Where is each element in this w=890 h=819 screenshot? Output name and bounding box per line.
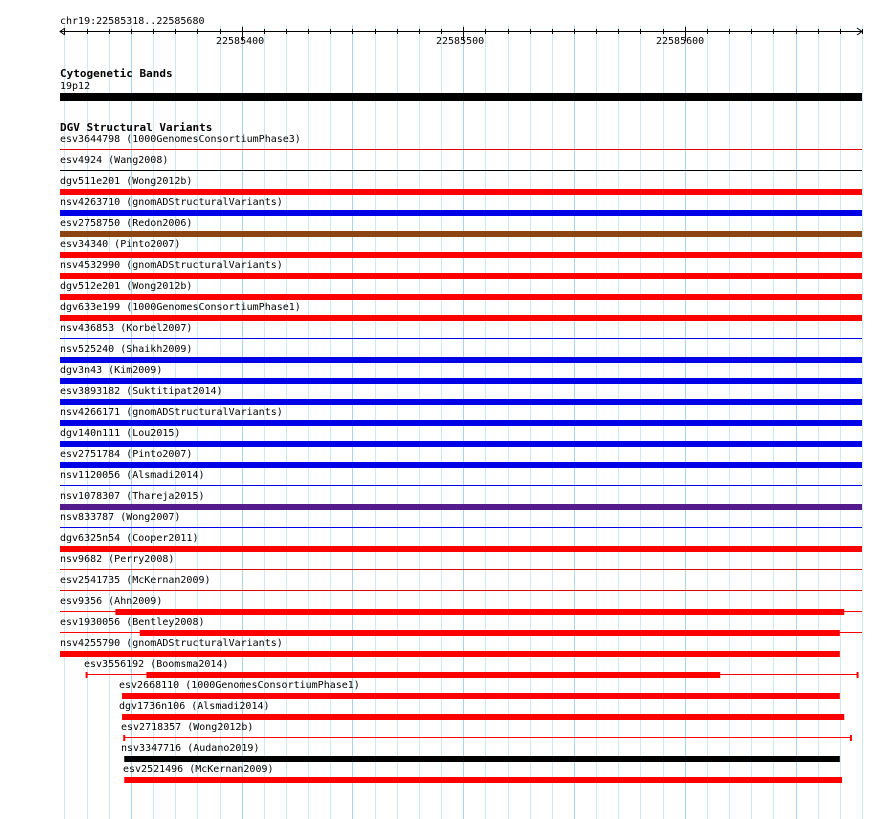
ruler-tick-label: 22585400	[216, 36, 265, 47]
dgv-track-title[interactable]: DGV Structural Variants	[60, 121, 213, 134]
variant-bar	[60, 231, 862, 237]
variant-label[interactable]: esv4924 (Wang2008)	[60, 155, 169, 166]
variant-label[interactable]: nsv525240 (Shaikh2009)	[60, 344, 193, 355]
variant-bar	[60, 651, 840, 657]
variant-label[interactable]: esv1930056 (Bentley2008)	[60, 617, 205, 628]
cytoband-label: 19p12	[60, 81, 91, 92]
variant-bar-thick	[146, 672, 720, 678]
variant-label[interactable]: dgv6325n54 (Cooper2011)	[60, 533, 199, 544]
variant-label[interactable]: esv2668110 (1000GenomesConsortiumPhase1)	[119, 680, 360, 691]
variant-label[interactable]: nsv4532990 (gnomADStructuralVariants)	[60, 260, 283, 271]
cytoband-track-title[interactable]: Cytogenetic Bands	[60, 67, 173, 80]
variant-bar	[124, 777, 842, 783]
variant-label[interactable]: nsv3347716 (Audano2019)	[121, 743, 260, 754]
variant-label[interactable]: esv9356 (Ahn2009)	[60, 596, 163, 607]
variant-label[interactable]: esv2718357 (Wong2012b)	[121, 722, 254, 733]
variant-bar	[60, 399, 862, 405]
region-label: chr19:22585318..22585680	[60, 16, 205, 27]
variant-bar-thick	[115, 609, 844, 615]
variant-bar	[60, 294, 862, 300]
variant-bar	[122, 693, 840, 699]
variant-bar	[60, 357, 862, 363]
variant-label[interactable]: esv2751784 (Pinto2007)	[60, 449, 193, 460]
variant-bar	[60, 462, 862, 468]
variant-bar	[60, 420, 862, 426]
ruler-tick-label: 22585500	[436, 36, 485, 47]
variant-bar-thick	[140, 630, 840, 636]
variant-label[interactable]: nsv436853 (Korbel2007)	[60, 323, 193, 334]
variant-end-mark	[123, 735, 125, 741]
variant-label[interactable]: nsv1120056 (Alsmadi2014)	[60, 470, 205, 481]
variant-bar	[60, 210, 862, 216]
variant-label[interactable]: esv3644798 (1000GenomesConsortiumPhase3)	[60, 134, 301, 145]
variant-end-mark	[86, 672, 88, 678]
variant-label[interactable]: dgv633e199 (1000GenomesConsortiumPhase1)	[60, 302, 301, 313]
variant-label[interactable]: esv3556192 (Boomsma2014)	[84, 659, 229, 670]
variant-bar	[60, 504, 862, 510]
variant-label[interactable]: esv34340 (Pinto2007)	[60, 239, 181, 250]
variant-label[interactable]: esv3893182 (Suktitipat2014)	[60, 386, 223, 397]
variant-bar	[60, 273, 862, 279]
variant-label[interactable]: esv2541735 (McKernan2009)	[60, 575, 211, 586]
variant-label[interactable]: dgv1736n106 (Alsmadi2014)	[119, 701, 270, 712]
variant-bar	[60, 252, 862, 258]
variant-label[interactable]: dgv140n111 (Lou2015)	[60, 428, 181, 439]
variant-label[interactable]: nsv9682 (Perry2008)	[60, 554, 175, 565]
variant-label[interactable]: nsv4266171 (gnomADStructuralVariants)	[60, 407, 283, 418]
variant-end-mark	[850, 735, 852, 741]
variant-bar	[122, 714, 844, 720]
variant-bar	[60, 546, 862, 552]
variant-label[interactable]: esv2521496 (McKernan2009)	[123, 764, 274, 775]
variant-label[interactable]: nsv833787 (Wong2007)	[60, 512, 181, 523]
ruler-tick-label: 22585600	[656, 36, 705, 47]
variant-label[interactable]: dgv511e201 (Wong2012b)	[60, 176, 193, 187]
variant-label[interactable]: dgv512e201 (Wong2012b)	[60, 281, 193, 292]
variant-label[interactable]: nsv4263710 (gnomADStructuralVariants)	[60, 197, 283, 208]
variant-bar	[60, 378, 862, 384]
variant-end-mark	[857, 672, 859, 678]
variant-label[interactable]: dgv3n43 (Kim2009)	[60, 365, 163, 376]
variant-label[interactable]: nsv1078307 (Thareja2015)	[60, 491, 205, 502]
variant-bar	[60, 441, 862, 447]
variant-bar	[60, 315, 862, 321]
cytoband-bar	[60, 93, 862, 101]
variant-label[interactable]: nsv4255790 (gnomADStructuralVariants)	[60, 638, 283, 649]
variant-label[interactable]: esv2758750 (Redon2006)	[60, 218, 193, 229]
variant-bar	[60, 189, 862, 195]
variant-bar	[124, 756, 840, 762]
